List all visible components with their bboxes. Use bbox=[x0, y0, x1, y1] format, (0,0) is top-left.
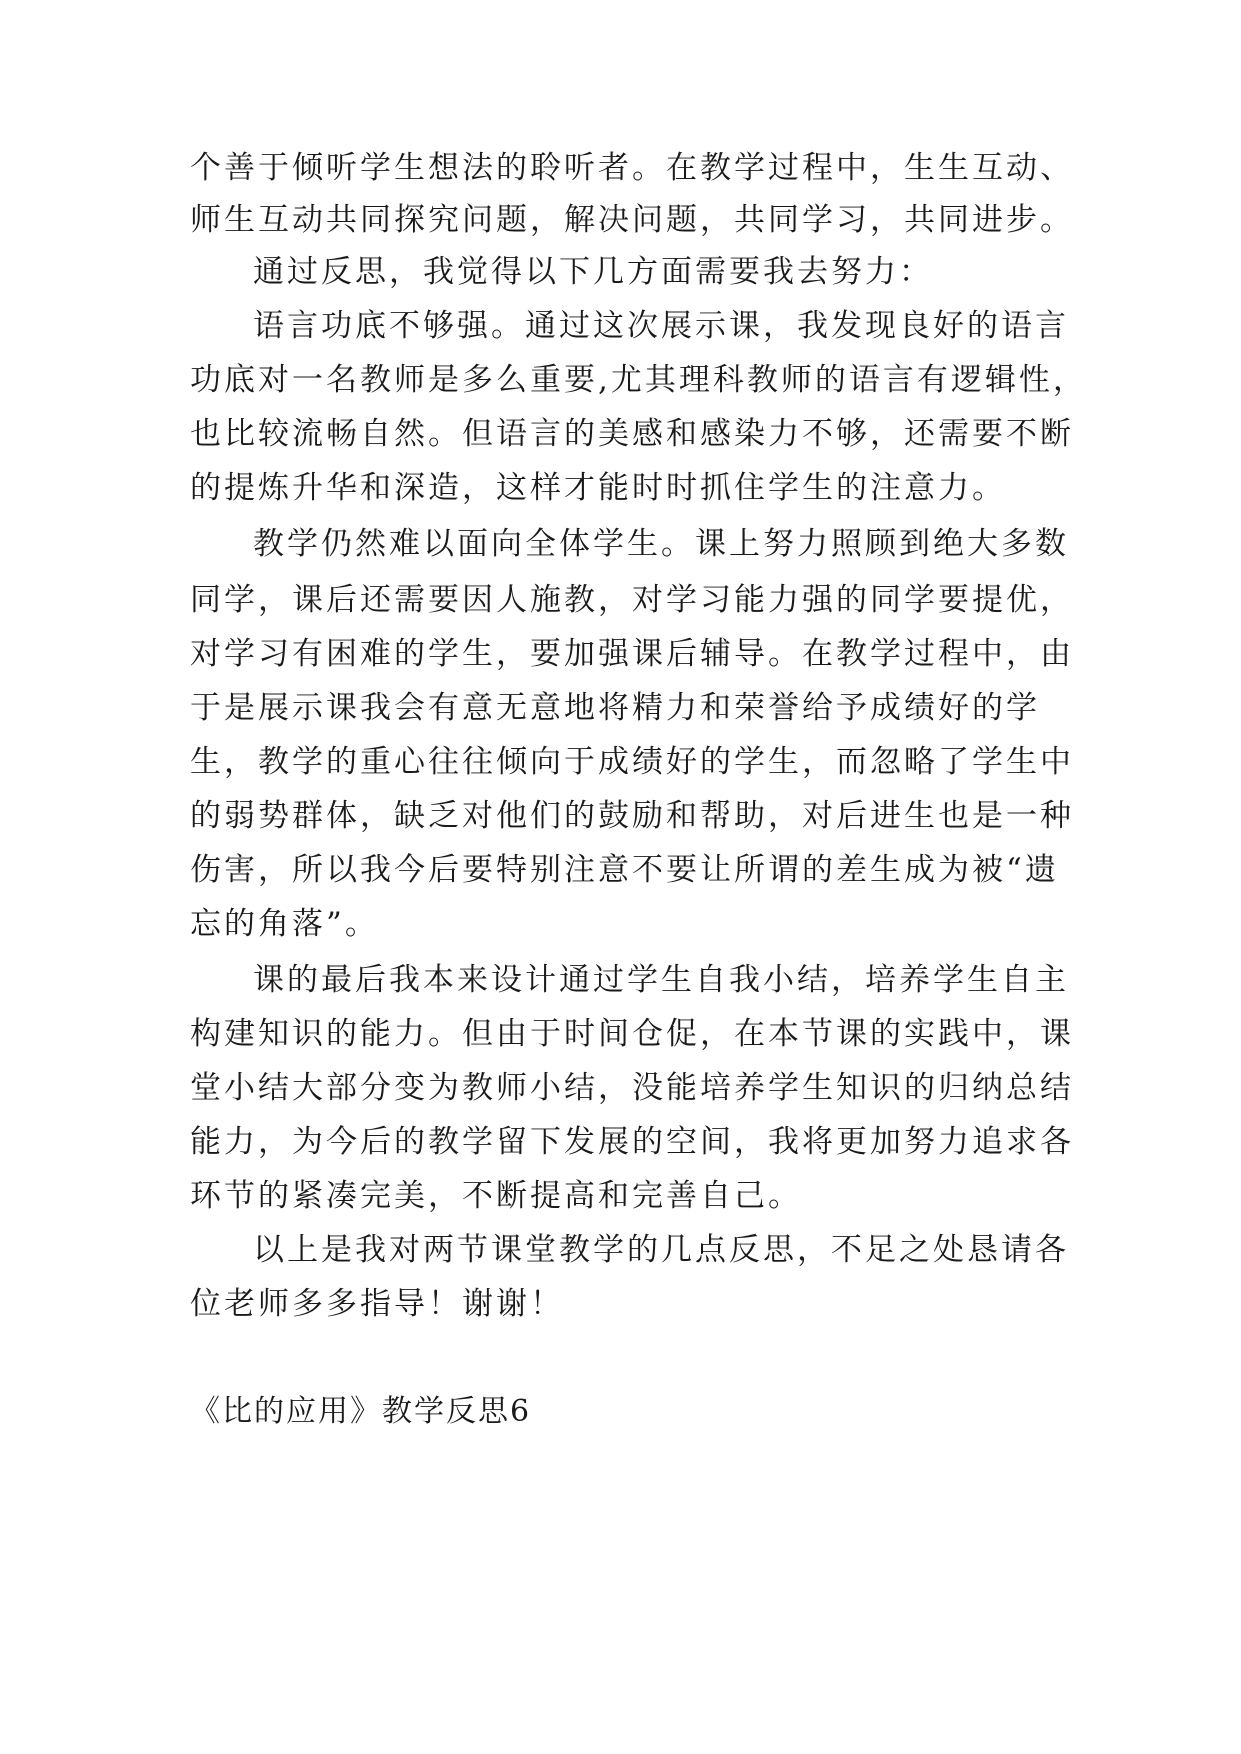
paragraph-line: 的弱势群体，缺乏对他们的鼓励和帮助，对后进生也是一种 bbox=[190, 798, 1074, 834]
paragraph-line: 功底对一名教师是多么重要,尤其理科教师的语言有逻辑性， bbox=[190, 362, 1087, 398]
paragraph-line: 伤害，所以我今后要特别注意不要让所谓的差生成为被“遗 bbox=[190, 852, 1059, 888]
paragraph-line: 个善于倾听学生想法的聆听者。在教学过程中，生生互动、 bbox=[190, 150, 1074, 186]
paragraph-line: 教学仍然难以面向全体学生。课上努力照顾到绝大多数 bbox=[253, 526, 1069, 562]
paragraph-line: 以上是我对两节课堂教学的几点反思，不足之处恳请各 bbox=[253, 1232, 1069, 1268]
paragraph-line: 构建知识的能力。但由于时间仓促，在本节课的实践中，课 bbox=[190, 1016, 1074, 1052]
paragraph-line: 课的最后我本来设计通过学生自我小结，培养学生自主 bbox=[253, 962, 1069, 998]
paragraph-line: 通过反思，我觉得以下几方面需要我去努力： bbox=[253, 254, 933, 290]
section-heading: 《比的应用》教学反思6 bbox=[190, 1394, 532, 1429]
paragraph-line: 师生互动共同探究问题，解决问题，共同学习，共同进步。 bbox=[190, 202, 1074, 238]
paragraph-line: 也比较流畅自然。但语言的美感和感染力不够，还需要不断 bbox=[190, 416, 1074, 452]
paragraph-line: 的提炼升华和深造，这样才能时时抓住学生的注意力。 bbox=[190, 470, 1006, 506]
paragraph-line: 生，教学的重心往往倾向于成绩好的学生，而忽略了学生中 bbox=[190, 744, 1074, 780]
paragraph-line: 堂小结大部分变为教师小结，没能培养学生知识的归纳总结 bbox=[190, 1070, 1074, 1106]
paragraph-line: 环节的紧凑完美，不断提高和完善自己。 bbox=[190, 1178, 802, 1214]
paragraph-line: 于是展示课我会有意无意地将精力和荣誉给予成绩好的学 bbox=[190, 690, 1040, 726]
paragraph-line: 语言功底不够强。通过这次展示课，我发现良好的语言 bbox=[253, 308, 1069, 344]
paragraph-line: 同学，课后还需要因人施教，对学习能力强的同学要提优， bbox=[190, 582, 1074, 618]
paragraph-line: 位老师多多指导！谢谢！ bbox=[190, 1286, 564, 1322]
paragraph-line: 对学习有困难的学生，要加强课后辅导。在教学过程中，由 bbox=[190, 636, 1074, 672]
paragraph-line: 忘的角落”。 bbox=[190, 906, 379, 942]
paragraph-line: 能力，为今后的教学留下发展的空间，我将更加努力追求各 bbox=[190, 1124, 1074, 1160]
